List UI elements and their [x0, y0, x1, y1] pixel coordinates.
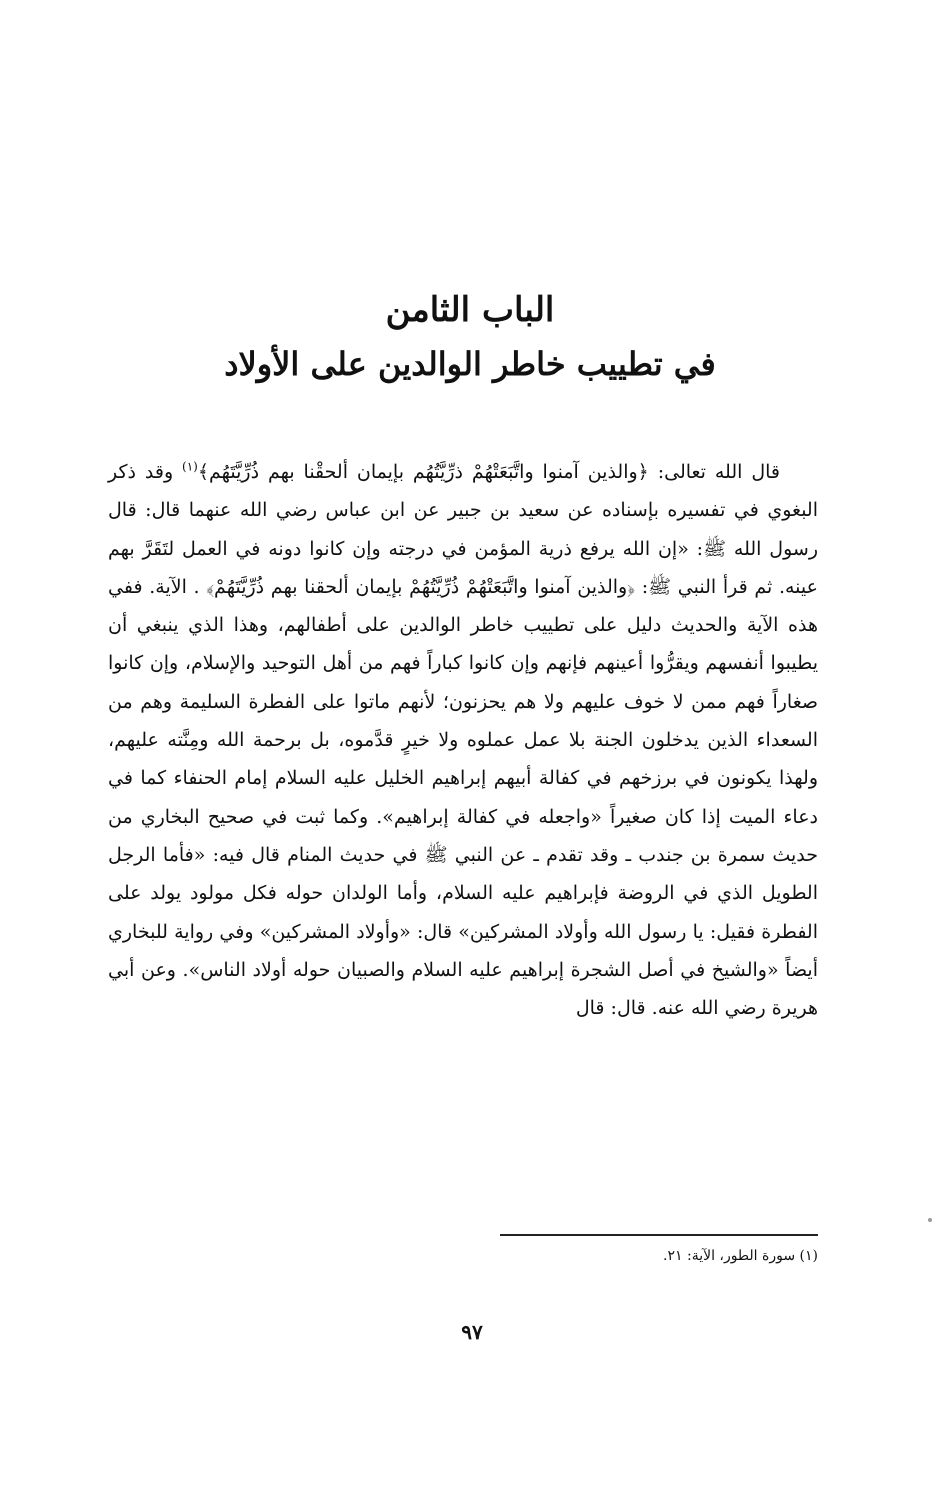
body-text-continuation: وقد ذكر البغوي في تفسيره بإسناده عن سعيد بن جبير عن ابن عباس رضي الله عنهما قال: قال رسول الله ﷺ: «إن الله يرفع ذرية المؤمن في درجته وإن كانوا دونه في العمل لتَقَرَّ بهم عينه. ثم قرأ النبي ﷺ: ﴿والذين آمنوا واتَّبَعَتْهُمْ ذُرِّيَّتُهُمْ بإيمان ألحقنا بهم ذُرِّيَّتَهُمْ﴾ . الآية. ففي هذه الآية والحديث دليل على تطييب خاطر الوالدين على أطفالهم، وهذا الذي ينبغي أن يطيبوا أنفسهم ويقرُّوا أعينهم فإنهم وإن كانوا كباراً فهم من أهل التوحيد والإسلام، وإن كانوا صغاراً فهم ممن لا خوف عليهم ولا هم يحزنون؛ لأنهم ماتوا على الفطرة السليمة وهم من السعداء الذين يدخلون الجنة بلا عمل عملوه ولا خيرٍ قدَّموه، بل برحمة الله ومِنَّته عليهم، ولهذا يكونون في برزخهم في كفالة أبيهم إبراهيم الخليل عليه السلام إمام الحنفاء كما في دعاء الميت إذا كان صغيراً «واجعله في كفالة إبراهيم». وكما ثبت في صحيح البخاري من حديث سمرة بن جندب ـ وقد تقدم ـ عن النبي ﷺ في حديث المنام قال فيه: «فأما الرجل الطويل الذي في الروضة فإبراهيم عليه السلام، وأما الولدان حوله فكل مولود يولد على الفطرة فقيل: يا رسول الله وأولاد المشركين» قال: «وأولاد المشركين» وفي رواية للبخاري أيضاً «والشيخ في أصل الشجرة إبراهيم عليه السلام والصبيان حوله أولاد الناس». وعن أبي هريرة رضي الله عنه. قال: قال [108, 461, 818, 1020]
body-text [108, 453, 818, 1027]
page-number: ٩٧ [461, 1320, 483, 1344]
body-text-opening: قال الله تعالى: ﴿والذين آمنوا واتَّبَعَتْهُمْ ذرِّيَّتُهُم بإيمان ألحقْنا بهم ذُرِّيَّتَهُم﴾ [197, 461, 780, 483]
footnote-reference: (١) [182, 459, 198, 474]
chapter-title: الباب الثامن [385, 290, 555, 330]
body-paragraph [108, 453, 818, 1027]
footnote-divider [500, 1234, 818, 1236]
margin-mark [928, 1218, 932, 1222]
chapter-subtitle: في تطييب خاطر الوالدين على الأولاد [224, 345, 716, 383]
footnote: (١) سورة الطور، الآية: ٢١. [663, 1248, 818, 1264]
